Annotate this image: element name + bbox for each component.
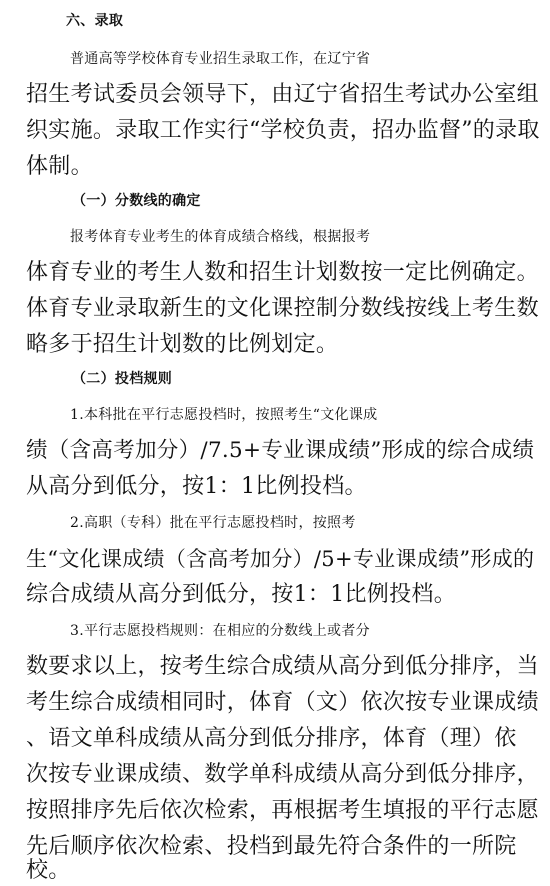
list-item-line: 先后顺序依次检索、投档到最先符合条件的一所院 [26,834,517,859]
list-item-line: 数要求以上，按考生综合成绩从高分到低分排序，当 [26,654,539,679]
section-heading: 六、录取 [66,13,124,29]
list-item-line: 校。 [26,858,71,883]
list-item-line: 1.本科批在平行志愿投档时，按照考生“文化课成 [70,407,378,423]
list-item-line: 综合成绩从高分到低分，按1：1比例投档。 [26,582,456,607]
list-item-line: 次按专业课成绩、数学单科成绩从高分到低分排序， [26,762,539,787]
list-item-line: 2.高职（专科）批在平行志愿投档时，按照考 [70,515,356,531]
paragraph-line: 织实施。录取工作实行“学校负责，招办监督”的录取 [26,118,540,143]
paragraph-line: 略多于招生计划数的比例划定。 [26,332,339,357]
paragraph-line: 体制。 [26,154,93,179]
list-item-line: 绩（含高考加分）/7.5+专业课成绩”形成的综合成绩 [26,438,535,463]
list-item-line: 考生综合成绩相同时，体育（文）依次按专业课成绩 [26,690,539,715]
list-item-line: 3.平行志愿投档规则：在相应的分数线上或者分 [70,623,370,639]
paragraph-line: 报考体育专业考生的体育成绩合格线，根据报考 [70,229,371,245]
paragraph-line: 体育专业的考生人数和招生计划数按一定比例确定。 [26,260,539,285]
paragraph-line: 招生考试委员会领导下，由辽宁省招生考试办公室组 [26,82,539,107]
list-item-line: 从高分到低分，按1：1比例投档。 [26,474,367,499]
paragraph-line: 普通高等学校体育专业招生录取工作，在辽宁省 [70,51,371,67]
list-item-line: 生“文化课成绩（含高考加分）/5+专业课成绩”形成的 [26,547,535,571]
list-item-line: 按照排序先后依次检索，再根据考生填报的平行志愿 [26,798,539,823]
subsection-heading: （二）投档规则 [72,371,173,387]
list-item-line: 、语文单科成绩从高分到低分排序，体育（理）依 [26,726,517,751]
subsection-heading: （一）分数线的确定 [72,193,201,209]
paragraph-line: 体育专业录取新生的文化课控制分数线按线上考生数 [26,296,539,321]
